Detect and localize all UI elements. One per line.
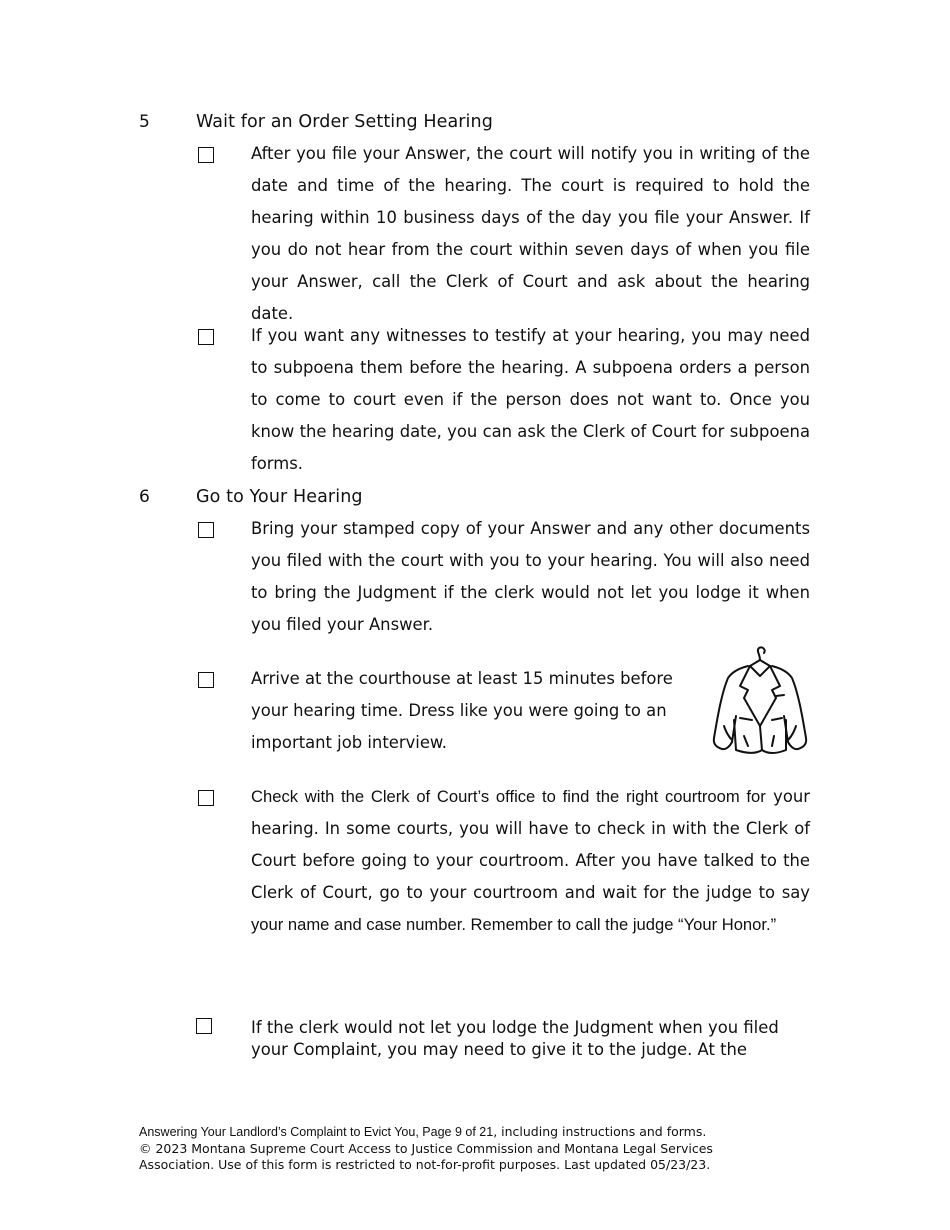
- step-6-title: Go to Your Hearing: [196, 487, 363, 507]
- footer-title-suffix: , including instructions and forms.: [493, 1124, 707, 1139]
- step-6-number: 6: [139, 487, 150, 507]
- checkbox-bring-documents[interactable]: [198, 522, 214, 538]
- item-clerk-courtroom-part1: Check with the Clerk of Court’s office to find the right courtroom for: [251, 787, 766, 806]
- item-clerk-courtroom-part2: your hearing. In some courts, you will have to check in with the Clerk of Court before going to your courtroom. After you have talked to the Clerk of Court, go to your courtroom and wait for the judge to say: [251, 787, 810, 902]
- page-footer: [139, 1124, 779, 1174]
- checkbox-witnesses[interactable]: [198, 329, 214, 345]
- suit-jacket-icon: [710, 646, 810, 758]
- checkbox-arrive-early[interactable]: [198, 672, 214, 688]
- item-arrive-early: Arrive at the courthouse at least 15 minutes before your hearing time. Dress like you were going to an important job interview.: [251, 669, 673, 752]
- footer-title: Answering Your Landlord’s Complaint to Evict You, Page 9 of 21: [139, 1125, 494, 1139]
- footer-copyright: © 2023 Montana Supreme Court Access to Justice Commission and Montana Legal Services Association. Use of this form is restricted to not-for-profit purposes. Last updated 05/23/23.: [139, 1140, 713, 1172]
- item-clerk-courtroom-part3: your name and case number. Remember to call the judge “Your Honor.”: [251, 915, 777, 934]
- step-5-title: Wait for an Order Setting Hearing: [196, 112, 493, 132]
- checkbox-clerk-courtroom[interactable]: [198, 790, 214, 806]
- item-bring-documents: Bring your stamped copy of your Answer and any other documents you filed with the court with you to your hearing. You will also need to bring the Judgment if the clerk would not let you lodge it when you filed your Answer.: [251, 519, 810, 634]
- step-5-number: 5: [139, 112, 150, 132]
- item-clerk-courtroom: [251, 781, 810, 941]
- checkbox-notify-hearing[interactable]: [198, 147, 214, 163]
- item-give-judgment: If the clerk would not let you lodge the Judgment when you filed your Complaint, you may need to give it to the judge. At the: [251, 1018, 779, 1059]
- item-court-notice: After you file your Answer, the court will notify you in writing of the date and time of the hearing. The court is required to hold the hearing within 10 business days of the day you file your Answer. If you do not hear from the court within seven days of when you file your Answer, call the Clerk of Court and ask about the hearing date.: [251, 144, 810, 323]
- item-witnesses: If you want any witnesses to testify at your hearing, you may need to subpoena them before the hearing. A subpoena orders a person to come to court even if the person does not want to. Once you know the hearing date, you can ask the Clerk of Court for subpoena forms.: [251, 326, 810, 473]
- checkbox-give-judgment[interactable]: [196, 1018, 212, 1034]
